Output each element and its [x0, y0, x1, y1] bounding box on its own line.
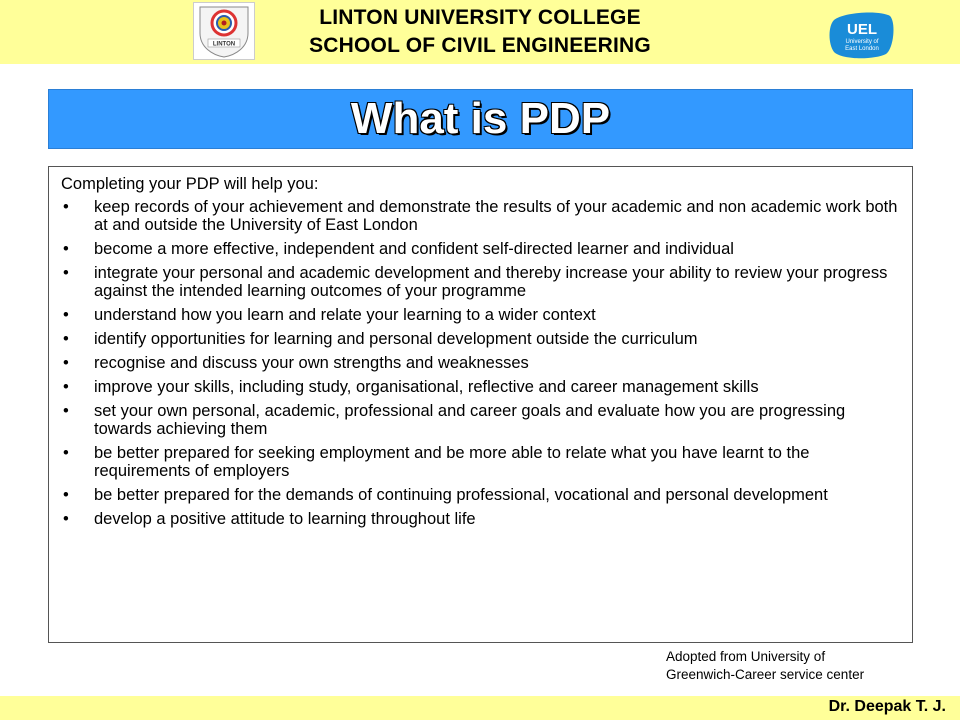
list-item: [61, 264, 902, 300]
list-item: [61, 240, 902, 258]
list-item: [61, 330, 902, 348]
title-bar: [48, 89, 913, 149]
footnote-line-2: Greenwich-Career service center: [666, 667, 865, 682]
source-footnote: [666, 648, 936, 684]
list-item-text: improve your skills, including study, organisational, reflective and career management skills: [94, 378, 759, 396]
list-item-text: identify opportunities for learning and personal development outside the curriculum: [94, 330, 698, 348]
list-item-text: become a more effective, independent and confident self-directed learner and individual: [94, 240, 734, 258]
uel-logo: [828, 10, 896, 60]
bullet-icon: •: [63, 354, 69, 372]
bullet-icon: •: [63, 240, 69, 258]
bullet-icon: •: [63, 264, 69, 282]
list-item: [61, 444, 902, 480]
list-item-text: integrate your personal and academic development and thereby increase your ability to review your progress against the intended learning outcomes of your programme: [94, 264, 888, 300]
bullet-list: [61, 198, 902, 528]
school-name: SCHOOL OF CIVIL ENGINEERING: [309, 34, 651, 57]
bullet-icon: •: [63, 510, 69, 528]
list-item-text: develop a positive attitude to learning throughout life: [94, 510, 476, 528]
list-item: [61, 198, 902, 234]
linton-logo-text: LINTON: [212, 41, 236, 48]
uel-logo-sub1: University of: [845, 39, 879, 45]
bullet-icon: •: [63, 402, 69, 420]
bullet-icon: •: [63, 198, 69, 216]
uel-logo-sub2: East London: [845, 46, 879, 52]
list-item: [61, 378, 902, 396]
college-name: LINTON UNIVERSITY COLLEGE: [319, 6, 641, 29]
footnote-line-1: Adopted from University of: [666, 649, 826, 664]
uel-logo-text: UEL: [847, 21, 877, 38]
list-item-text: be better prepared for seeking employment and be more able to relate what you have learnt to the requirements of employers: [94, 444, 810, 480]
list-item-text: be better prepared for the demands of continuing professional, vocational and personal development: [94, 486, 828, 504]
bullet-icon: •: [63, 444, 69, 462]
author-name: Dr. Deepak T. J.: [828, 698, 946, 715]
list-item: [61, 486, 902, 504]
list-item-text: set your own personal, academic, professional and career goals and evaluate how you are progressing towards achieving them: [94, 402, 846, 438]
list-item-text: understand how you learn and relate your learning to a wider context: [94, 306, 596, 324]
list-item: [61, 306, 902, 324]
bullet-icon: •: [63, 378, 69, 396]
bullet-icon: •: [63, 486, 69, 504]
slide-title: What is PDP: [350, 94, 611, 143]
list-item-text: keep records of your achievement and demonstrate the results of your academic and non academic work both at and outside the University of East London: [94, 198, 898, 234]
list-item: [61, 354, 902, 372]
bullet-icon: •: [63, 306, 69, 324]
bullet-icon: •: [63, 330, 69, 348]
footer-band: [0, 696, 960, 720]
list-item: [61, 402, 902, 438]
content-box: [48, 166, 913, 643]
intro-text: Completing your PDP will help you:: [61, 175, 319, 193]
list-item: [61, 510, 902, 528]
list-item-text: recognise and discuss your own strengths and weaknesses: [94, 354, 529, 372]
